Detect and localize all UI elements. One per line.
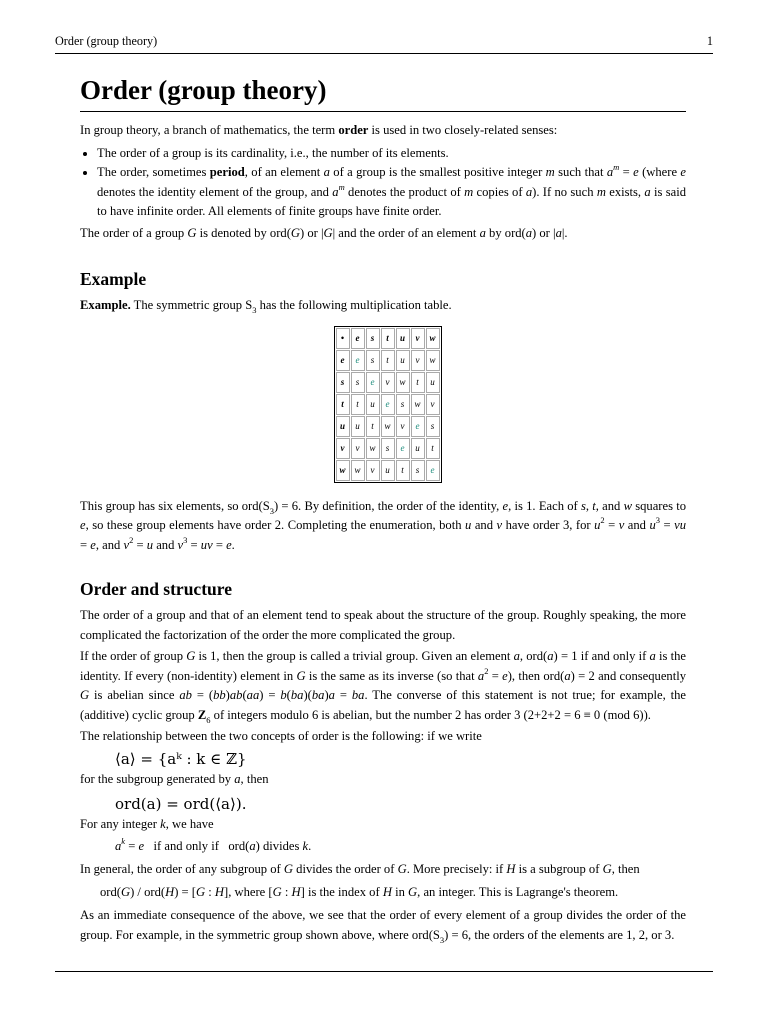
table-cell: v [411,328,425,349]
table-cell: v [426,394,440,415]
structure-paragraph-4: for the subgroup generated by a, then [80,771,269,786]
iff-statement: $a^k = e$ if and only if ord(a) divides k. [115,835,312,853]
table-cell: t [396,460,410,481]
list-item: • The order, sometimes period, of an element a of a group is the smallest positive integer m such that $a^m = e$ (where e denotes the identity element of the group, and $a^m$ denotes the product of m copies of a). If no such m exists, a is said to have infinite order. All elements of finite groups have finite order. [97,163,686,222]
table-cell: e [351,328,365,349]
table-cell: u [426,372,440,393]
table-cell: t [426,438,440,459]
structure-paragraph-1: The order of a group and that of an element tend to speak about the structure of the group. Roughly speaking, the more complicated the factorization of the order the more complicated the group. [80,608,686,642]
table-cell: u [336,416,350,437]
example-heading: Example [80,269,147,289]
table-cell: u [381,460,395,481]
structure-paragraph-5: For any integer k, we have [80,817,214,831]
table-cell: t [351,394,365,415]
table-row [336,394,440,415]
table-cell: e [396,438,410,459]
structure-paragraph-6: In general, the order of any subgroup of G divides the order of G. More precisely: if H is a subgroup of G, then [80,862,640,876]
running-header-title: Order (group theory) [55,34,158,48]
page-number: 1 [706,34,713,48]
table-cell: w [381,416,395,437]
table-cell: u [396,350,410,371]
table-cell: s [396,394,410,415]
table-cell: • [336,328,350,349]
table-cell: u [351,416,365,437]
structure-heading: Order and structure [80,579,232,599]
table-row [336,350,440,371]
table-cell: e [336,350,350,371]
table-row [336,438,440,459]
structure-paragraph-3: The relationship between the two concepts of order is the following: if we write [80,729,482,743]
article-body [80,72,686,945]
header-rule [55,53,713,54]
footer-rule [55,971,713,972]
list-item: • The order of a group is its cardinality, i.e., the number of its elements. [97,144,686,164]
table-cell: v [366,460,380,481]
table-cell: t [381,350,395,371]
notation-paragraph: The order of a group G is denoted by ord(G) or |G| and the order of an element a by ord(a) or |a|. [80,225,568,240]
table-cell: s [351,372,365,393]
example-lead: Example. The symmetric group $S_3$ has the following multiplication table. [80,298,452,315]
table-cell: u [396,328,410,349]
table-row [336,460,440,481]
cayley-table-wrapper [89,326,686,483]
structure-paragraph-2: If the order of group G is 1, then the group is called a trivial group. Given an element a, ord(a) = 1 if and only if a is the identity. If every (non-identity) element in G is the same as its inverse (so that $a^2 = e$), then ord(a) = 2 and consequently G is abelian since ab = (bb)ab(aa) = b(ba)(ba)a = ba. The converse of this statement is not true; for example, the (additive) cyclic group $Z_6$ of integers modulo 6 is abelian, but the number 2 has order 3 (2+2+2 = 6 ≡ 0 (mod 6)). [80,649,687,725]
structure-paragraph-7: As an immediate consequence of the above, we see that the order of every element of a group divides the order of the group. For example, in the symmetric group shown above, where $ord(S_3) = 6$, the orders of the elements are 1, 2, or 3. [80,908,686,945]
table-cell: u [411,438,425,459]
intro-paragraph: In group theory, a branch of mathematics, the term order is used in two closely-related senses: [80,123,558,137]
table-cell: w [351,460,365,481]
running-header [55,34,713,49]
table-cell: w [426,328,440,349]
table-cell: e [366,372,380,393]
cayley-table [334,326,442,483]
table-row [336,372,440,393]
table-cell: t [381,328,395,349]
table-cell: u [366,394,380,415]
table-cell: t [336,394,350,415]
formula-subgroup: ⟨a⟩ = {aᵏ : k ∈ ℤ} [115,749,247,768]
table-cell: v [396,416,410,437]
table-cell: e [351,350,365,371]
table-cell: v [336,438,350,459]
lagrange-statement: ord(G) / ord(H) = [G : H], where [G : H] is the index of H in G, an integer. This is Lagrange's theorem. [100,884,619,899]
table-cell: t [411,372,425,393]
order-definitions-list [80,144,686,222]
table-cell: e [426,460,440,481]
table-cell: v [411,350,425,371]
table-cell: e [411,416,425,437]
table-cell: w [336,460,350,481]
table-cell: s [366,328,380,349]
table-cell: t [366,416,380,437]
table-cell: e [381,394,395,415]
table-cell: s [336,372,350,393]
example-explanation: This group has six elements, so $ord(S_3) = 6$. By definition, the order of the identity, e, is 1. Each of s, t, and w squares to e, so these group elements have order 2. Completing the enumeration, both u and v have order 3, for $u^2 = v$ and $u^3$ = vu = e, and $v^2 = u$ and $v^3$ = uv = e. [80,498,687,552]
table-cell: s [381,438,395,459]
formula-ord: ord(a) = ord(⟨a⟩). [115,795,247,813]
table-cell: w [411,394,425,415]
table-cell: s [366,350,380,371]
table-row [336,416,440,437]
table-cell: s [411,460,425,481]
table-cell: w [426,350,440,371]
page-title: Order (group theory) [80,72,686,112]
table-cell: s [426,416,440,437]
table-cell: w [396,372,410,393]
table-cell: v [381,372,395,393]
table-cell: v [351,438,365,459]
table-row [336,328,440,349]
table-cell: w [366,438,380,459]
